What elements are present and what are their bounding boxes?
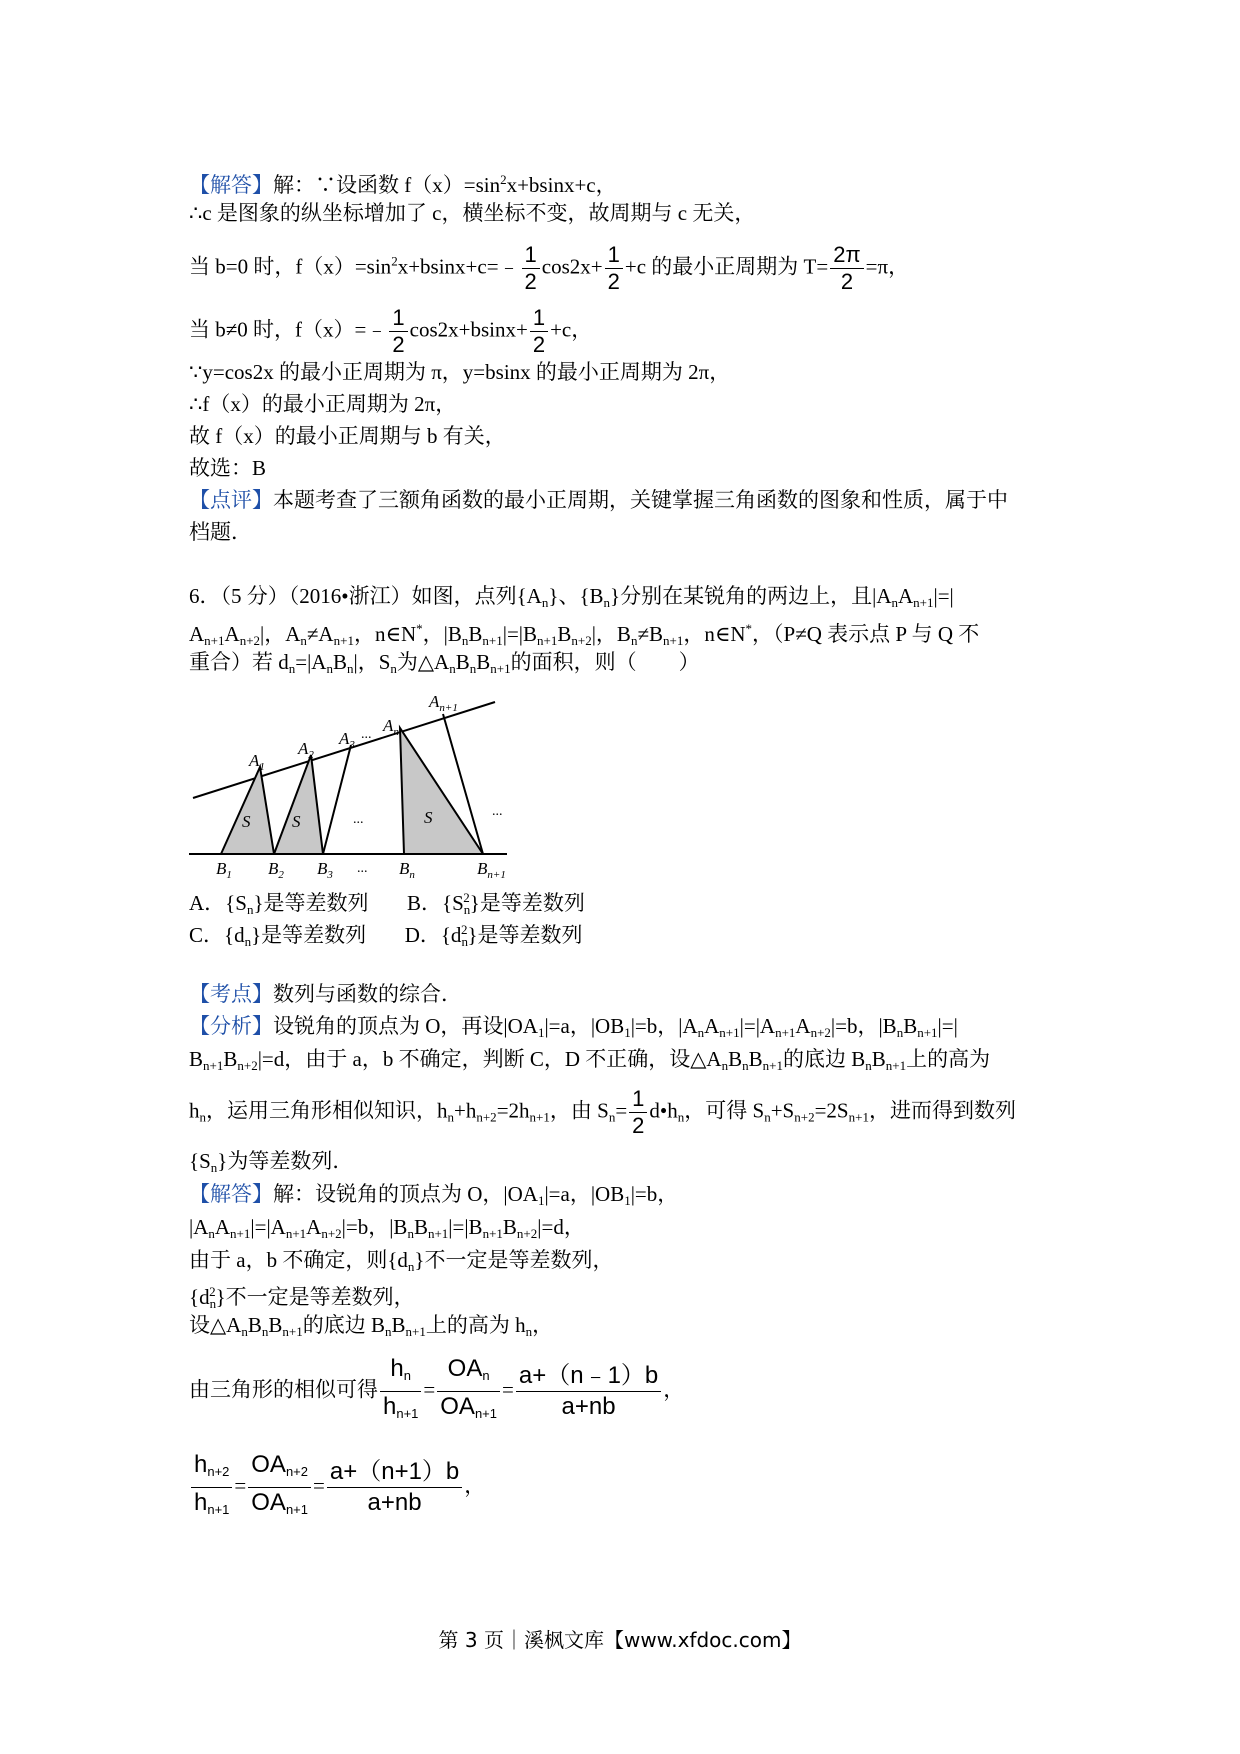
q5-solution-line-2: ∴c 是图象的纵坐标增加了 c，横坐标不变，故周期与 c 无关， [189,201,756,225]
q6-solution-line-1: 【解答】解：设锐角的顶点为 O，$|OA_1|=a$，$|OB_1|=b$， [189,1182,679,1208]
fraction-ratio: $\frac{a+(n﹣1)b}{a+nb}$ [516,1361,661,1422]
q5-solution-line-7: 故 f（x）的最小正周期与 b 有关， [189,424,506,448]
options-row-2 [189,916,583,956]
q6-solution-line-2: $|A_nA_{n+1}|=|A_{n+1}A_{n+2}|=b$，$|B_nB_{n+1}|=|B_{n+1}B_{n+2}|=d$， [189,1215,585,1241]
dots-right: ... [492,804,503,819]
segment-b3-a3 [323,745,351,854]
label-Bn: $B_n$ [399,859,415,880]
fraction-h: $\frac{h_n}{h_{n+1}}$ [380,1354,421,1429]
label-A3: $A_3$ [339,729,355,751]
label-B3: $B_3$ [317,859,333,880]
geometry-figure [189,688,529,885]
q5-solution-line-3: 当 b=0 时，$f(x)=\sin^2x+bsinx+c=﹣$ $\frac{1}{2}$ cos2x+ $\frac{1}{2}$ +c 的最小正周期为 T= $\frac{2\pi}{2}$ =π， [189,242,910,294]
page-footer: 第 3 页｜溪枫文库【www.xfdoc.com】 [438,1628,802,1652]
label-A1: $A_1$ [249,751,265,773]
comment-tag: 【点评】 [189,488,273,512]
label-S2: S [292,812,301,831]
q6-analysis-line-1: 【分析】设锐角的顶点为 O，再设$|OA_1|=a$，$|OB_1|=b$，$|A_nA_{n+1}|=|A_{n+1}A_{n+2}|=b$，$|B_nB_{n+1}|=|$ [189,1014,958,1040]
q6-question-line-2: $A_{n+1}A_{n+2}|$，$A_n\ne A_{n+1}$，n∈N*，$|B_nB_{n+1}|=|B_{n+1}B_{n+2}|$，$B_n\ne B_{n+1}$，n∈N*，（P≠Q 表示点 P 与 Q 不 [189,621,980,648]
q5-solution-line-5: ∵y=cos2x 的最小正周期为 π，y=bsinx 的最小正周期为 2π， [189,360,731,384]
q5-solution-line-8: 故选：B [189,456,267,480]
q5-solution-line-1: 【解答】解：∵设函数 $f(x)=\sin^2x+bsinx+c$， [189,172,617,197]
fraction: $\frac{1}{2}$ [530,305,548,358]
fraction-oa: $\frac{OA_n}{OA_{n+1}}$ [437,1354,500,1429]
option-b[interactable]: B．$\{S_n^2\}$是等差数列 [407,890,585,917]
dots-upper: ... [361,727,372,742]
q5-solution-line-4: 当 b≠0 时，f（x）=﹣ $\frac{1}{2}$ cos2x+bsinx+ $\frac{1}{2}$ +c， [189,305,593,357]
fraction: $\frac{1}{2}$ [522,242,540,295]
label-Sn: S [424,808,433,827]
option-a[interactable]: A．$\{S_n\}$是等差数列 [189,891,369,917]
q6-solution-line-6: 由三角形的相似可得 $\frac{h_n}{h_{n+1}}$ = $\frac{OA_n}{OA_{n+1}}$ = $\frac{a+(n﹣1)b}{a+nb}$ ， [189,1354,684,1429]
analysis-tag: 【分析】 [189,1014,273,1038]
point-tag: 【考点】 [189,982,273,1006]
fraction: $\frac{2\pi}{2}$ [830,242,863,295]
label-An1: $A_{n+1}$ [429,692,458,714]
q6-analysis-line-2: $B_{n+1}B_{n+2}|=d$，由于 a，b 不确定，判断 C，D 不正确，设$\triangle A_nB_nB_{n+1}$的底边 $B_nB_{n+1}$上的高为 [189,1047,991,1073]
q6-solution-line-7: $\frac{h_{n+2}}{h_{n+1}}$ = $\frac{OA_{n+2}}{OA_{n+1}}$ = $\frac{a+(n+1)b}{a+nb}$ ， [189,1450,485,1525]
q5-comment-line-1: 【点评】本题考查了三额角函数的最小正周期，关键掌握三角函数的图象和性质，属于中 [189,488,1008,512]
q5-comment-line-2: 档题． [189,520,252,544]
upper-ray [193,702,495,798]
dots-middle: ... [353,812,364,827]
answer-tag: 【解答】 [189,173,273,197]
q6-solution-line-5: 设$\triangle A_nB_nB_{n+1}$的底边 $B_nB_{n+1}$上的高为 $h_n$， [189,1313,554,1339]
q6-analysis-line-3: $h_n$，运用三角形相似知识，$h_n+h_{n+2}=2h_{n+1}$，由 $S_n=$ $\frac{1}{2}$ $d•h_n$，可得 $S_n+S_{n+2}=2S_{n+1}$，进而得到数列 [189,1086,1016,1138]
option-d[interactable]: D．$\{d_n^2\}$是等差数列 [404,922,583,949]
q6-question-line-1: 6．（5 分）（2016•浙江）如图，点列$\{A_n\}$、$\{B_n\}$分别在某锐角的两边上，且$|A_nA_{n+1}|=|$ [189,584,954,610]
fraction: $\frac{1}{2}$ [629,1086,647,1139]
dots-lower: ... [357,861,368,876]
fraction-oa2: $\frac{OA_{n+2}}{OA_{n+1}}$ [248,1450,311,1525]
q5-solution-line-6: ∴f（x）的最小正周期为 2π， [189,392,457,416]
q6-point-line: 【考点】数列与函数的综合． [189,982,462,1006]
shaded-triangle-n [400,728,483,854]
label-B1: $B_1$ [216,859,232,880]
fraction-ratio2: $\frac{a+(n+1)b}{a+nb}$ [327,1457,462,1518]
q6-solution-line-4: $\{d_n^2\}$不一定是等差数列， [189,1284,415,1311]
fraction: $\frac{1}{2}$ [389,305,407,358]
label-S1: S [242,812,251,831]
label-B2: $B_2$ [268,859,284,880]
label-Bn1: $B_{n+1}$ [477,859,506,880]
option-c[interactable]: C．$\{d_n\}$是等差数列 [189,923,367,949]
label-An: $A_n$ [383,716,399,738]
label-A2: $A_2$ [298,739,314,761]
fraction: $\frac{1}{2}$ [605,242,623,295]
q6-question-line-3: 重合）若 $d_n=|A_nB_n|$，$S_n$为$\triangle A_nB_nB_{n+1}$的面积，则（ ） [189,650,700,676]
fraction-h2: $\frac{h_{n+2}}{h_{n+1}}$ [191,1450,232,1525]
q6-solution-line-3: 由于 a，b 不确定，则$\{d_n\}$不一定是等差数列， [189,1248,614,1274]
q6-analysis-line-4: $\{S_n\}$为等差数列． [189,1149,354,1175]
answer-tag: 【解答】 [189,1182,273,1206]
